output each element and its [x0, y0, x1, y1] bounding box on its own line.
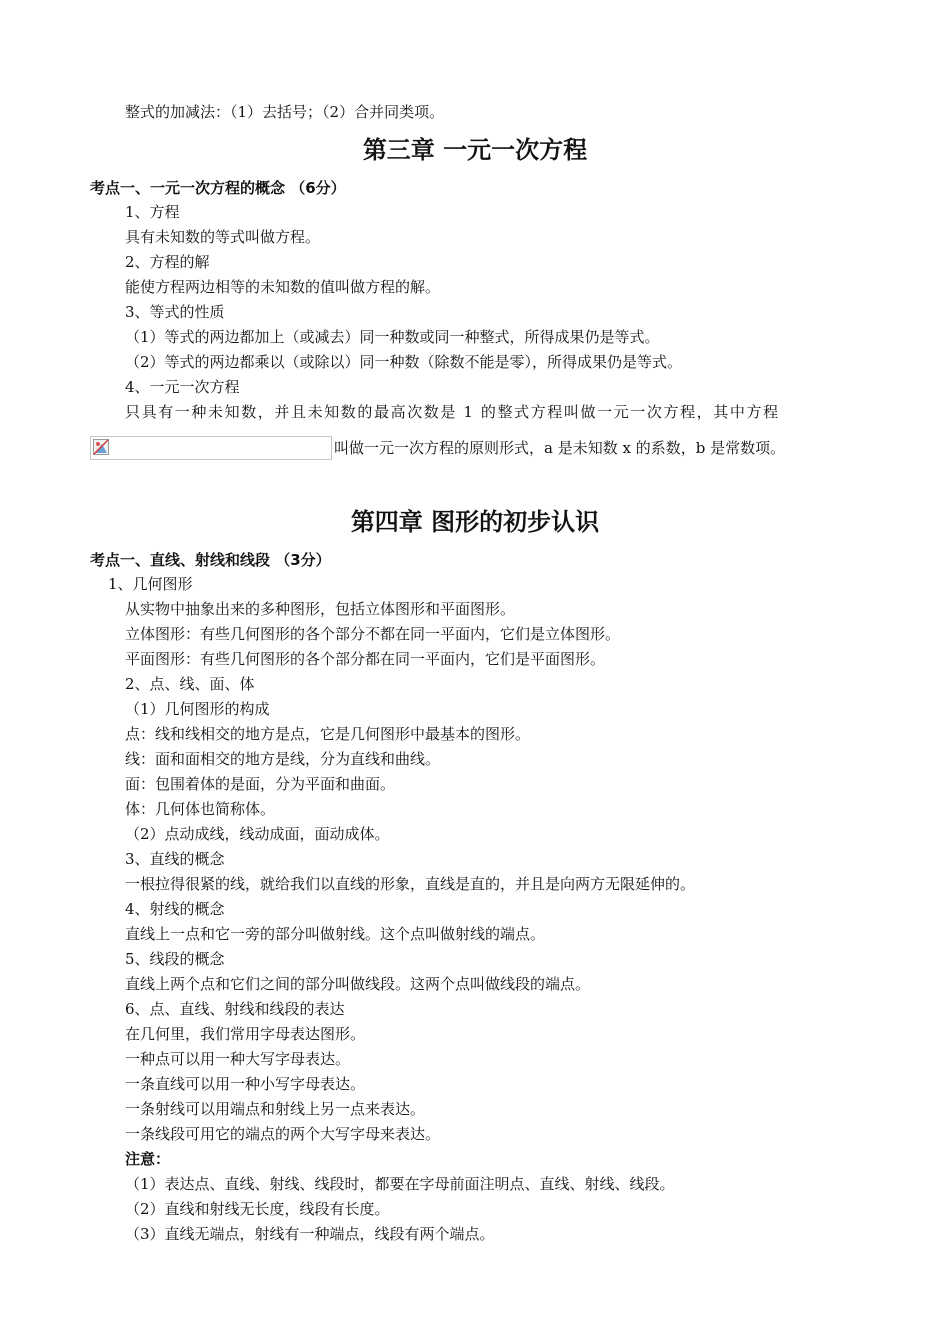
chapter4-line: 点：线和线相交的地方是点，它是几何图形中最基本的图形。 [125, 725, 531, 743]
chapter4-line: 2、点、线、面、体 [125, 675, 255, 693]
chapter4-line: 体：几何体也简称体。 [125, 800, 276, 818]
chapter3-line: 只具有一种未知数，并且未知数的最高次数是 1 的整式方程叫做一元一次方程，其中方程 [125, 403, 780, 421]
chapter3-line: （1）等式的两边都加上（或减去）同一种数或同一种整式，所得成果仍是等式。 [125, 328, 660, 346]
chapter3-line: 3、等式的性质 [125, 303, 225, 321]
chapter4-line: 5、线段的概念 [125, 950, 225, 968]
chapter3-line: （2）等式的两边都乘以（或除以）同一种数（除数不能是零），所得成果仍是等式。 [125, 353, 683, 371]
chapter3-title: 第三章 一元一次方程 [362, 136, 588, 164]
chapter4-title: 第四章 图形的初步认识 [350, 508, 600, 536]
chapter3-line: 4、一元一次方程 [125, 378, 240, 396]
chapter4-line: 直线上两个点和它们之间的部分叫做线段。这两个点叫做线段的端点。 [125, 975, 591, 993]
chapter4-line: 平面图形：有些几何图形的各个部分都在同一平面内，它们是平面图形。 [125, 650, 606, 668]
formula-image [90, 436, 332, 460]
broken-image-icon [93, 439, 109, 455]
chapter4-line: 一种点可以用一种大写字母表达。 [125, 1050, 351, 1068]
intro-line: 整式的加减法：（1）去括号；（2）合并同类项。 [125, 103, 445, 121]
chapter4-line: 一条射线可以用端点和射线上另一点来表达。 [125, 1100, 426, 1118]
note-line: （3）直线无端点，射线有一种端点，线段有两个端点。 [125, 1225, 495, 1243]
chapter4-line: 线：面和面相交的地方是线，分为直线和曲线。 [125, 750, 441, 768]
chapter4-line: 在几何里，我们常用字母表达图形。 [125, 1025, 366, 1043]
chapter4-line: 3、直线的概念 [125, 850, 225, 868]
chapter4-item1: 1、几何图形 [108, 575, 193, 593]
note-label: 注意： [125, 1150, 171, 1168]
chapter4-line: 6、点、直线、射线和线段的表达 [125, 1000, 345, 1018]
note-line: （1）表达点、直线、射线、线段时，都要在字母前面注明点、直线、射线、线段。 [125, 1175, 675, 1193]
chapter3-line: 能使方程两边相等的未知数的值叫做方程的解。 [125, 278, 441, 296]
chapter4-line: 一根拉得很紧的线，就给我们以直线的形象，直线是直的，并且是向两方无限延伸的。 [125, 875, 696, 893]
chapter4-line: （1）几何图形的构成 [125, 700, 270, 718]
chapter3-kaodian1: 考点一、一元一次方程的概念 （6分） [90, 179, 346, 197]
formula-tail: 叫做一元一次方程的原则形式，a 是未知数 x 的系数，b 是常数项。 [334, 439, 786, 457]
chapter3-line: 具有未知数的等式叫做方程。 [125, 228, 321, 246]
chapter4-line: 直线上一点和它一旁的部分叫做射线。这个点叫做射线的端点。 [125, 925, 546, 943]
chapter4-line: 一条线段可用它的端点的两个大写字母来表达。 [125, 1125, 441, 1143]
chapter4-line: 立体图形：有些几何图形的各个部分不都在同一平面内，它们是立体图形。 [125, 625, 621, 643]
chapter4-line: 面：包围着体的是面，分为平面和曲面。 [125, 775, 396, 793]
chapter3-line: 1、方程 [125, 203, 180, 221]
chapter4-line: 一条直线可以用一种小写字母表达。 [125, 1075, 366, 1093]
note-line: （2）直线和射线无长度，线段有长度。 [125, 1200, 390, 1218]
chapter4-line: 从实物中抽象出来的多种图形，包括立体图形和平面图形。 [125, 600, 516, 618]
chapter3-line: 2、方程的解 [125, 253, 210, 271]
chapter4-line: （2）点动成线，线动成面，面动成体。 [125, 825, 390, 843]
chapter4-line: 4、射线的概念 [125, 900, 225, 918]
chapter4-kaodian1: 考点一、直线、射线和线段 （3分） [90, 551, 331, 569]
